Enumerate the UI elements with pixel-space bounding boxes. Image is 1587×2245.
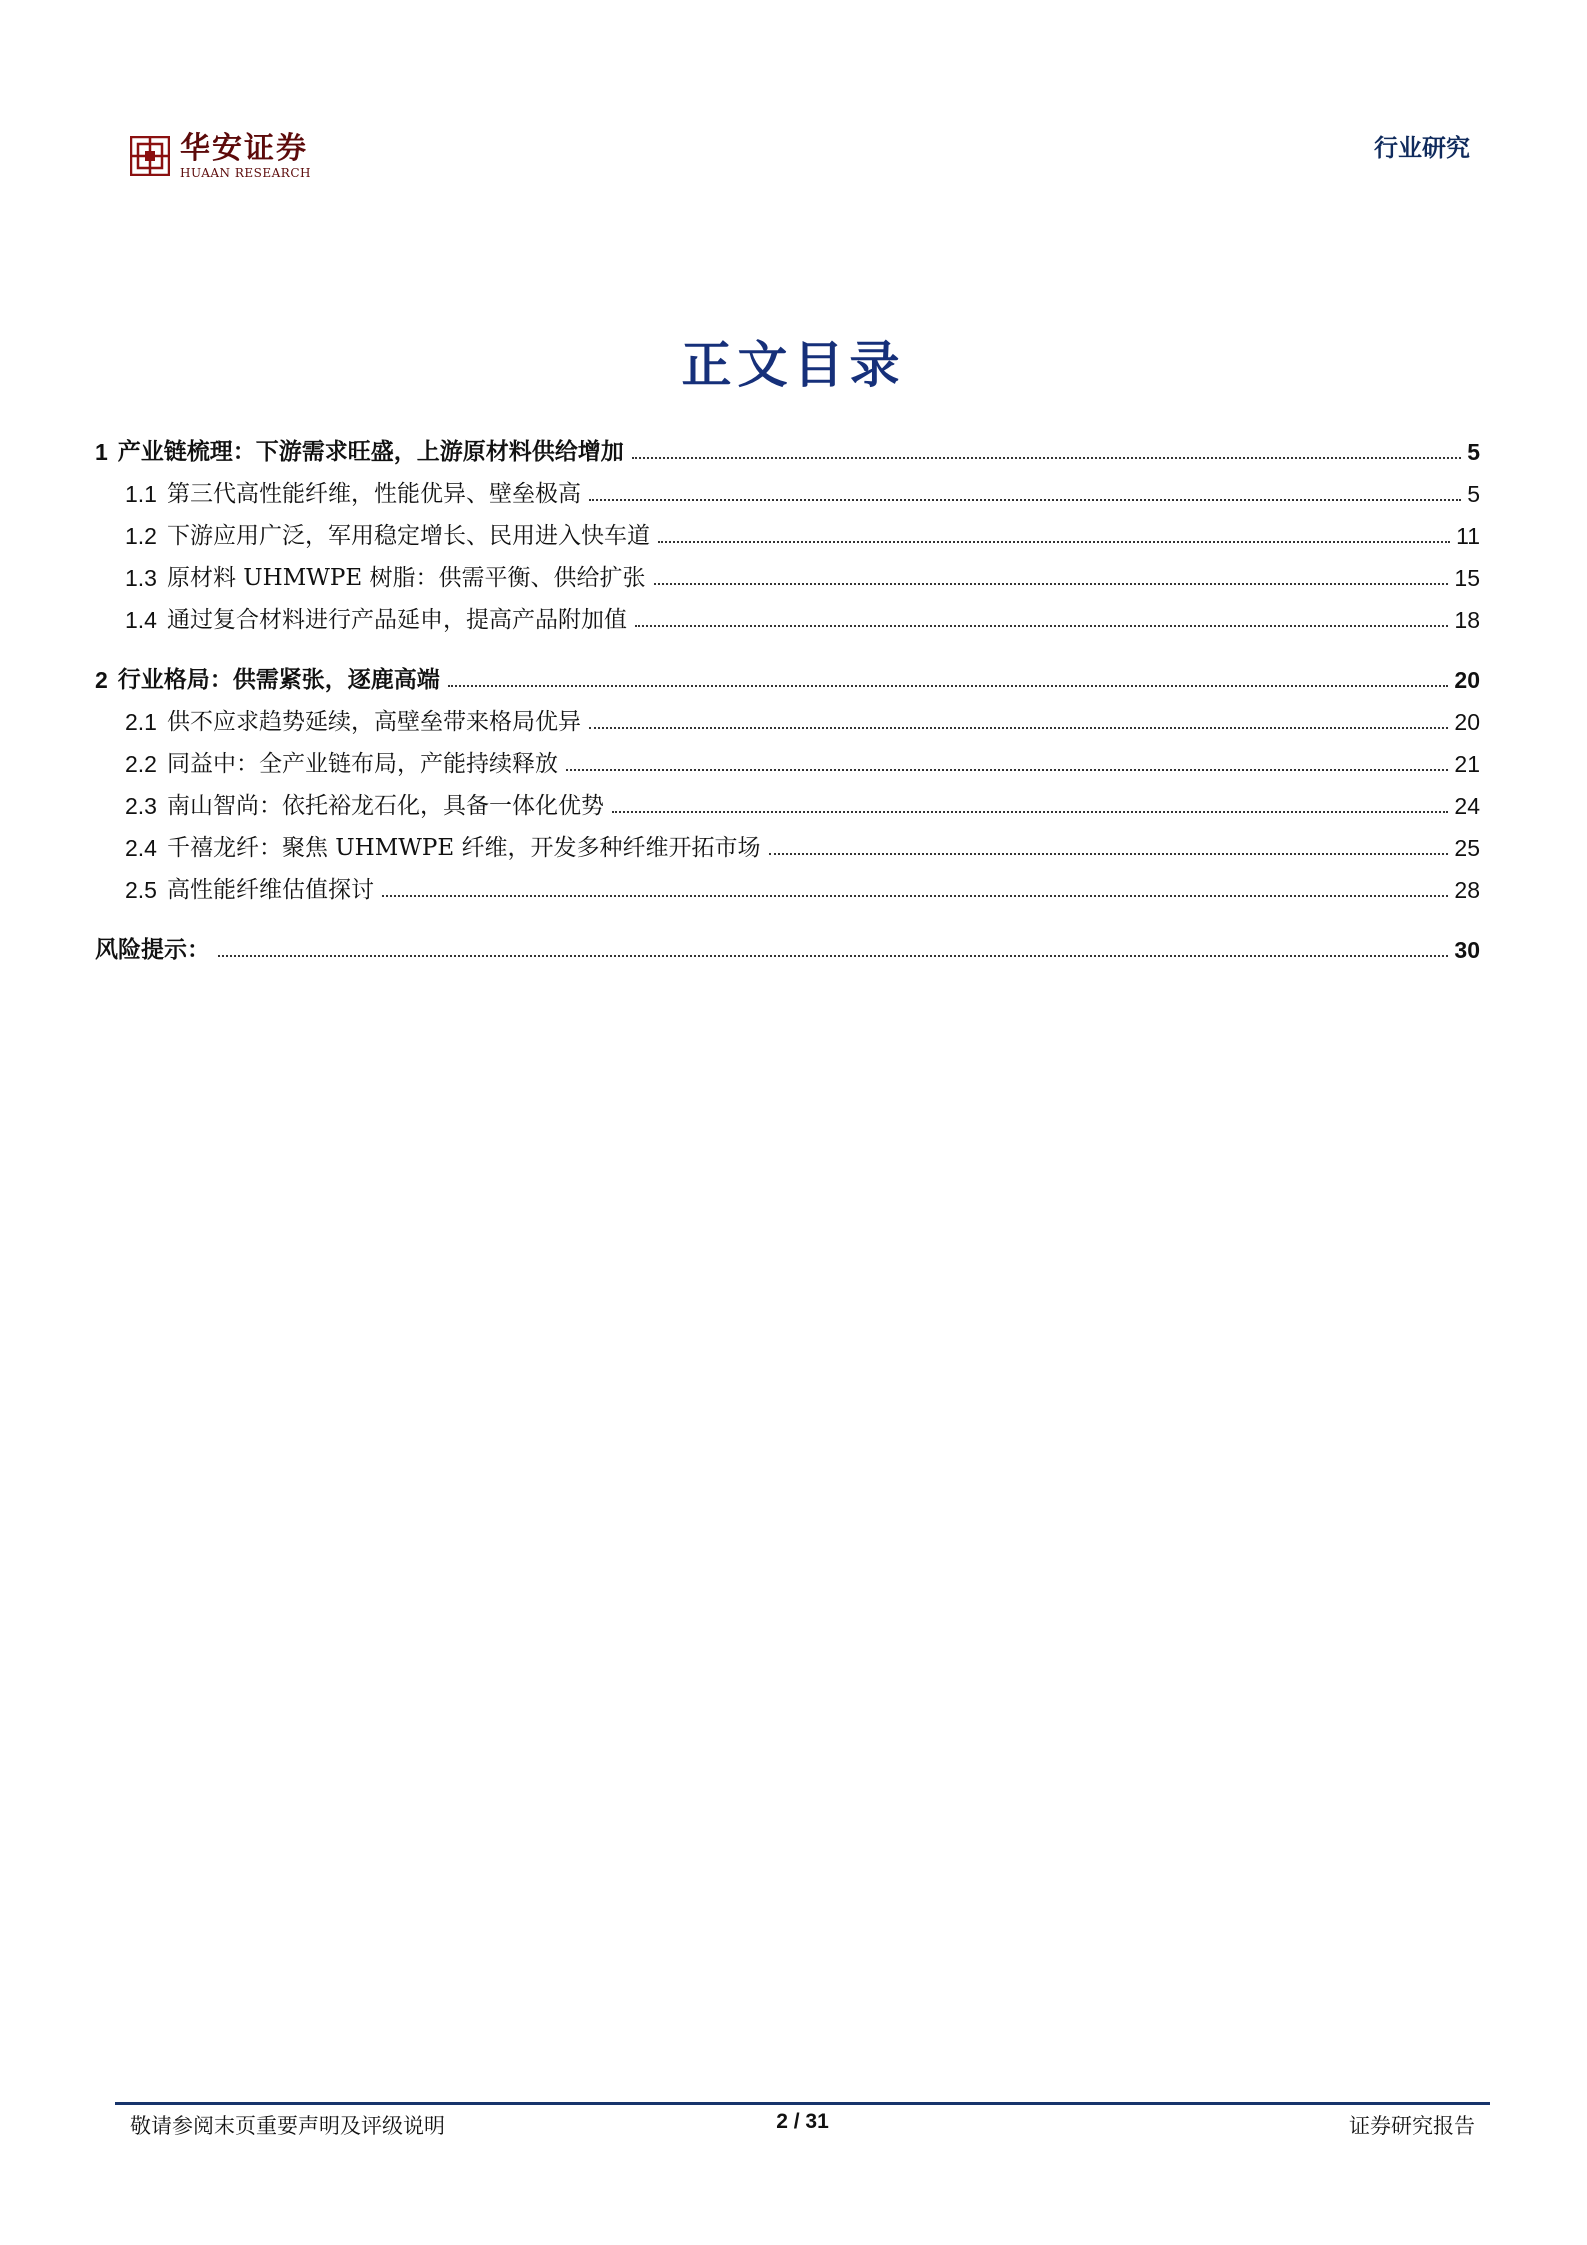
toc-entry[interactable] [95, 508, 1480, 550]
toc-entry-title: 南山智尚：依托裕龙石化，具备一体化优势 [166, 793, 604, 819]
disclaimer-note: 敬请参阅末页重要声明及评级说明 [130, 2114, 445, 2138]
huaan-logo-icon [130, 136, 170, 176]
toc-entry-page: 20 [1454, 709, 1480, 735]
toc-entry-title: 千禧龙纤：聚焦 UHMWPE 纤维，开发多种纤维开拓市场 [166, 835, 761, 861]
toc-entry-title: 通过复合材料进行产品延申，提高产品附加值 [166, 607, 627, 633]
toc-entry-page: 24 [1454, 793, 1480, 819]
toc-entry-page: 18 [1454, 607, 1480, 633]
toc-entry-number: 2.3 [125, 793, 157, 819]
toc-entry-page: 28 [1454, 877, 1480, 903]
document-type: 证券研究报告 [1349, 2114, 1475, 2138]
toc-dot-leader [566, 769, 1448, 771]
toc-entry-page: 5 [1467, 439, 1480, 465]
toc-dot-leader [654, 583, 1449, 585]
toc-dot-leader [658, 541, 1450, 543]
page-header [130, 128, 1470, 188]
toc-entry-title: 产业链梳理：下游需求旺盛，上游原材料供给增加 [117, 438, 624, 465]
toc-dot-leader [632, 457, 1461, 459]
toc-entry-title: 高性能纤维估值探讨 [166, 877, 374, 903]
toc-dot-leader [589, 727, 1448, 729]
table-of-contents [95, 420, 1480, 964]
toc-entry-number: 1.2 [125, 523, 157, 549]
toc-entry-page: 11 [1456, 523, 1480, 549]
toc-entry[interactable] [95, 694, 1480, 736]
toc-dot-leader [382, 895, 1448, 897]
toc-dot-leader [589, 499, 1461, 501]
toc-entry-title: 风险提示： [95, 936, 210, 963]
page-footer [130, 2110, 1475, 2142]
toc-entry[interactable] [95, 918, 1480, 964]
toc-entry[interactable] [95, 592, 1480, 634]
toc-entry-title: 同益中：全产业链布局，产能持续释放 [166, 751, 558, 777]
toc-entry-number: 2.2 [125, 751, 157, 777]
toc-entry-number: 2.4 [125, 835, 157, 861]
toc-entry[interactable] [95, 420, 1480, 466]
toc-entry-title: 行业格局：供需紧张，逐鹿高端 [117, 666, 440, 693]
toc-entry-number: 1.4 [125, 607, 157, 633]
toc-entry-title: 第三代高性能纤维，性能优异、壁垒极高 [166, 481, 581, 507]
toc-entry[interactable] [95, 466, 1480, 508]
toc-entry[interactable] [95, 648, 1480, 694]
toc-dot-leader [612, 811, 1448, 813]
toc-dot-leader [448, 685, 1449, 687]
toc-entry-page: 30 [1454, 937, 1480, 963]
toc-entry-number: 2.1 [125, 709, 157, 735]
report-category: 行业研究 [1374, 133, 1470, 162]
toc-entry[interactable] [95, 550, 1480, 592]
toc-entry-page: 5 [1467, 481, 1480, 507]
toc-dot-leader [769, 853, 1449, 855]
toc-entry-page: 20 [1454, 667, 1480, 693]
toc-entry-page: 21 [1454, 751, 1480, 777]
toc-entry-number: 2 [95, 667, 108, 693]
toc-entry-number: 2.5 [125, 877, 157, 903]
page-number: 2 / 31 [776, 2110, 829, 2133]
toc-dot-leader [218, 955, 1448, 957]
logo-chinese-name: 华安证券 [180, 131, 308, 166]
toc-entry-page: 15 [1454, 565, 1480, 591]
toc-entry-page: 25 [1454, 835, 1480, 861]
toc-entry-number: 1.1 [125, 481, 157, 507]
toc-entry-title: 下游应用广泛，军用稳定增长、民用进入快车道 [166, 523, 650, 549]
logo-english-name: HUAAN RESEARCH [180, 166, 311, 180]
toc-entry[interactable] [95, 862, 1480, 904]
toc-entry-number: 1 [95, 439, 108, 465]
company-logo [130, 132, 311, 180]
footer-divider [115, 2102, 1490, 2105]
toc-entry-title: 供不应求趋势延续，高壁垒带来格局优异 [166, 709, 581, 735]
toc-dot-leader [635, 625, 1448, 627]
toc-entry-title: 原材料 UHMWPE 树脂：供需平衡、供给扩张 [166, 565, 646, 591]
page-title: 正文目录 [681, 335, 906, 394]
toc-entry[interactable] [95, 820, 1480, 862]
toc-entry[interactable] [95, 778, 1480, 820]
toc-entry-number: 1.3 [125, 565, 157, 591]
toc-entry[interactable] [95, 736, 1480, 778]
